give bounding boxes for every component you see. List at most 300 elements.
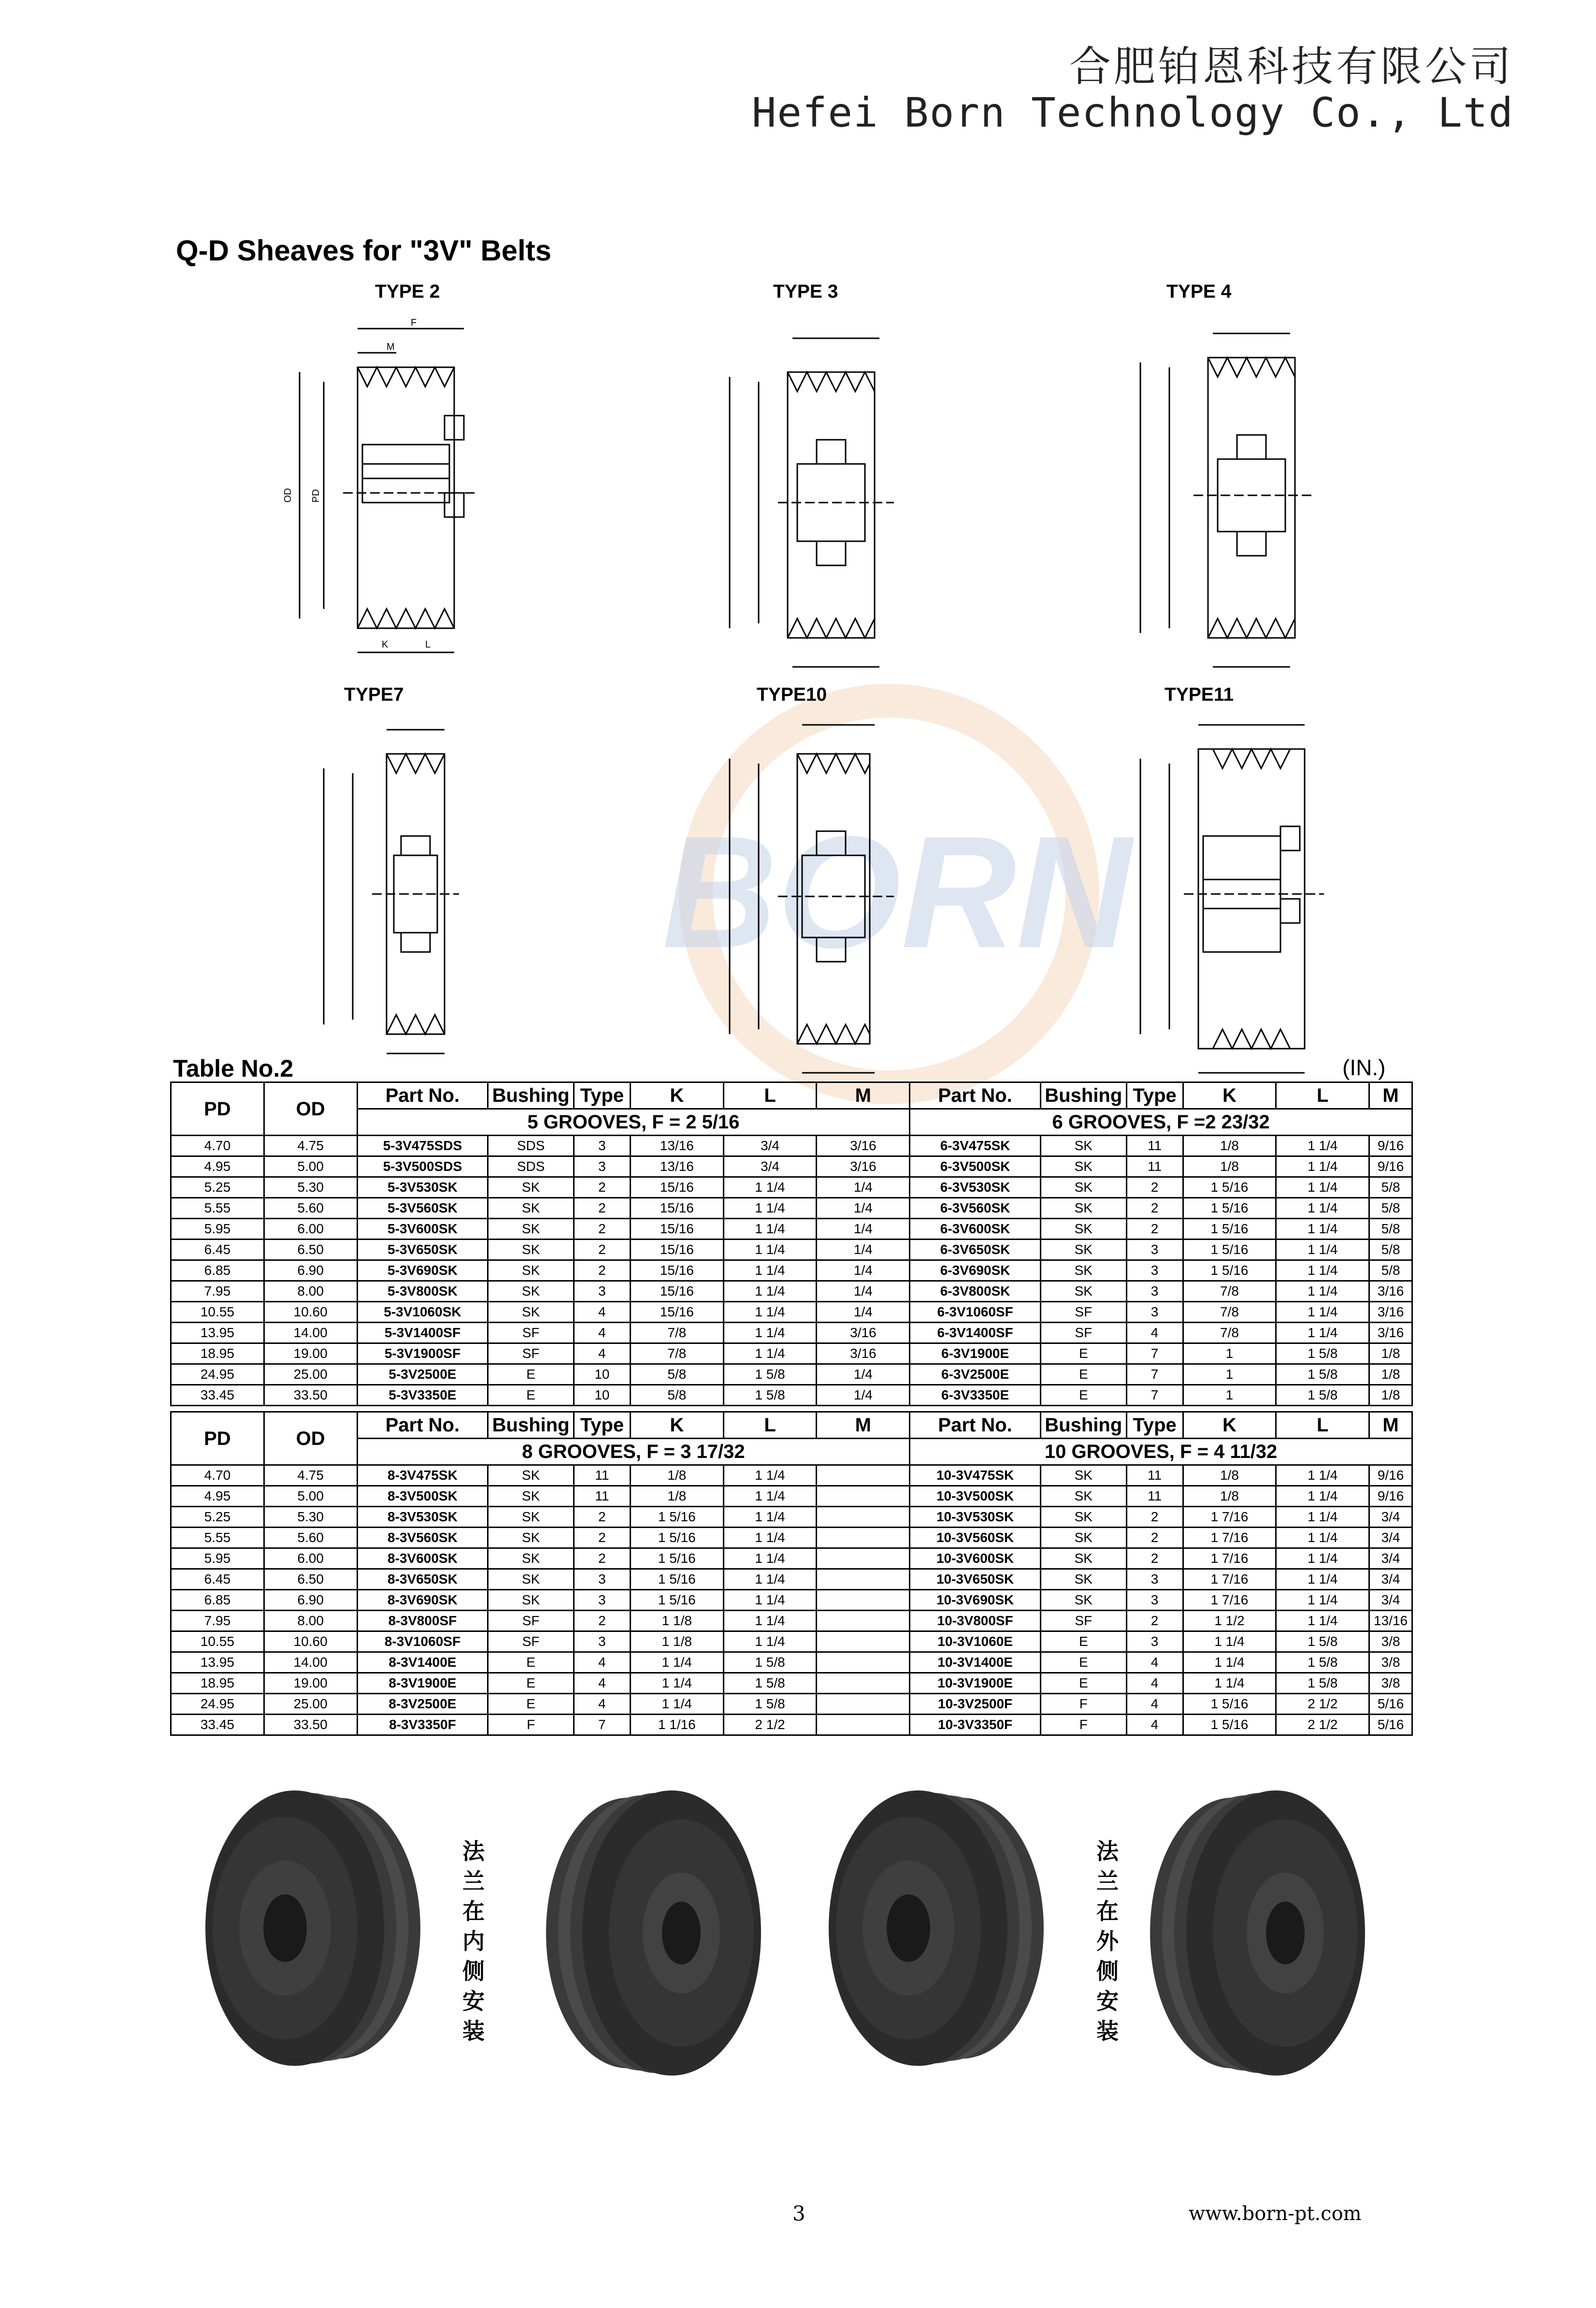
bushing-header: Bushing (1040, 1412, 1126, 1439)
table-cell: 1 1/4 (723, 1323, 817, 1343)
m-header: M (817, 1412, 910, 1439)
table-cell: SK (488, 1281, 574, 1302)
table-cell: 1 1/4 (723, 1631, 817, 1652)
k-header: K (630, 1082, 723, 1109)
table-cell: 8.00 (264, 1611, 357, 1631)
table-cell: SDS (488, 1136, 574, 1156)
table-cell: SK (488, 1569, 574, 1590)
type-label-10: TYPE10 (757, 684, 827, 705)
table-cell: 1 1/4 (630, 1673, 723, 1694)
m-header: M (1369, 1412, 1412, 1439)
table-cell: 19.00 (264, 1673, 357, 1694)
table-cell: 6.00 (264, 1219, 357, 1240)
page-title: Q-D Sheaves for "3V" Belts (176, 234, 552, 267)
table-cell: 2 (574, 1219, 630, 1240)
table-cell: 1 5/8 (723, 1652, 817, 1673)
table-cell: SF (488, 1323, 574, 1343)
table-cell: 7.95 (171, 1281, 264, 1302)
table-cell: 2 (1126, 1548, 1183, 1569)
company-name-cn: 合肥铂恩科技有限公司 (1069, 43, 1514, 91)
table-cell: 8-3V800SF (357, 1611, 488, 1631)
sheave-photo-1 (193, 1783, 435, 2073)
table-cell: 1 1/4 (723, 1219, 817, 1240)
table-cell: 13.95 (171, 1652, 264, 1673)
table-cell: 5-3V500SDS (357, 1156, 488, 1177)
table-cell: 14.00 (264, 1323, 357, 1343)
table-row (171, 1281, 1412, 1302)
sheave-photo-3 (817, 1783, 1058, 2073)
table-cell: SK (1040, 1507, 1126, 1528)
table-row (171, 1694, 1412, 1715)
section-title-left: 5 GROOVES, F = 2 5/16 (357, 1109, 910, 1136)
table-cell: 3 (1126, 1569, 1183, 1590)
table-cell: 10-3V600SK (910, 1548, 1041, 1569)
table-cell: 1 1/4 (1276, 1198, 1369, 1219)
table-row (171, 1652, 1412, 1673)
spec-table-8-10-grooves (170, 1411, 1413, 1736)
type-2-drawing (271, 319, 503, 657)
table-cell: 33.45 (171, 1715, 264, 1735)
table-cell: 6.50 (264, 1240, 357, 1260)
table-cell: 5-3V3350E (357, 1385, 488, 1406)
table-cell: 10.55 (171, 1302, 264, 1323)
table-cell: 3 (1126, 1240, 1183, 1260)
table-cell: 7.95 (171, 1611, 264, 1631)
table-cell: 1 1/4 (630, 1694, 723, 1715)
table-cell: 8-3V2500E (357, 1694, 488, 1715)
table-cell: 3 (574, 1156, 630, 1177)
table-cell: 1/8 (1369, 1385, 1412, 1406)
sheave-photo-2 (522, 1783, 792, 2092)
table-cell: 9/16 (1369, 1136, 1412, 1156)
table-cell: E (1040, 1385, 1126, 1406)
table-cell: 1 7/16 (1183, 1548, 1276, 1569)
table-cell: 4 (574, 1343, 630, 1364)
table-cell: 1/8 (1369, 1343, 1412, 1364)
table-cell: 13/16 (630, 1156, 723, 1177)
table-cell: F (488, 1715, 574, 1735)
table-cell: 3/16 (817, 1343, 910, 1364)
table-cell: 5-3V2500E (357, 1364, 488, 1385)
table-cell: 11 (574, 1465, 630, 1486)
table-cell: 4 (574, 1694, 630, 1715)
table-cell: 2 (1126, 1611, 1183, 1631)
table-cell: 6.00 (264, 1548, 357, 1569)
table-cell: 4 (1126, 1323, 1183, 1343)
table-cell: 25.00 (264, 1364, 357, 1385)
table-cell: 8-3V475SK (357, 1465, 488, 1486)
table-cell: 3/16 (817, 1136, 910, 1156)
table-cell: 1 1/4 (723, 1465, 817, 1486)
table-cell (817, 1631, 910, 1652)
table-cell: 7/8 (1183, 1302, 1276, 1323)
table-unit: (IN.) (1342, 1055, 1386, 1080)
table-row (171, 1548, 1412, 1569)
table-cell: 11 (574, 1486, 630, 1507)
table-cell: 1 7/16 (1183, 1528, 1276, 1548)
table-cell: 5/8 (1369, 1198, 1412, 1219)
table-cell: 1 1/4 (1276, 1590, 1369, 1611)
table-cell: 13/16 (1369, 1611, 1412, 1631)
spec-table-body-1 (171, 1082, 1412, 1406)
table-cell: 10-3V560SK (910, 1528, 1041, 1548)
table-row (171, 1507, 1412, 1528)
company-name-en: Hefei Born Technology Co., Ltd (751, 89, 1514, 136)
table-cell: 5.55 (171, 1528, 264, 1548)
table-cell: E (488, 1652, 574, 1673)
table-row (171, 1528, 1412, 1548)
pd-label: PD (311, 489, 321, 503)
table-cell: 6.50 (264, 1569, 357, 1590)
spec-table-body-2 (171, 1412, 1412, 1735)
table-cell: 5-3V600SK (357, 1219, 488, 1240)
table-cell (817, 1652, 910, 1673)
k-header: K (630, 1412, 723, 1439)
table-cell: 3/4 (1369, 1507, 1412, 1528)
table-cell: 5/8 (630, 1364, 723, 1385)
table-cell: 1 7/16 (1183, 1507, 1276, 1528)
table-cell: 1 5/8 (1276, 1673, 1369, 1694)
table-cell: 3/16 (817, 1156, 910, 1177)
table-cell: 10.60 (264, 1631, 357, 1652)
table-cell: 1 1/2 (1183, 1611, 1276, 1631)
table-cell: 4.75 (264, 1465, 357, 1486)
table-cell: 4 (1126, 1673, 1183, 1694)
table-cell: 3/4 (723, 1136, 817, 1156)
table-cell (817, 1590, 910, 1611)
table-cell: 4.70 (171, 1136, 264, 1156)
table-cell: E (1040, 1364, 1126, 1385)
table-cell: SF (1040, 1302, 1126, 1323)
l-header: L (1276, 1082, 1369, 1109)
table-cell: 1 1/4 (1276, 1177, 1369, 1198)
table-cell: 10-3V690SK (910, 1590, 1041, 1611)
k-label: K (382, 639, 388, 650)
table-cell: 2 1/2 (1276, 1715, 1369, 1735)
od-label: OD (283, 488, 293, 503)
table-cell: 3/8 (1369, 1652, 1412, 1673)
table-cell: 6-3V800SK (910, 1281, 1041, 1302)
table-cell: SK (1040, 1198, 1126, 1219)
table-cell: 1 1/4 (1276, 1260, 1369, 1281)
spec-table-5-6-grooves (170, 1082, 1413, 1406)
section-title-row (171, 1109, 1412, 1136)
table-cell: 2 1/2 (1276, 1694, 1369, 1715)
table-cell (817, 1528, 910, 1548)
table-cell (817, 1694, 910, 1715)
table-header-row (171, 1412, 1412, 1439)
m-label: M (387, 342, 395, 352)
table-cell: F (1040, 1715, 1126, 1735)
table-cell: 1 5/8 (1276, 1652, 1369, 1673)
type-header: Type (1126, 1412, 1183, 1439)
table-cell: 18.95 (171, 1673, 264, 1694)
table-cell: 2 (574, 1507, 630, 1528)
table-cell: 1/8 (1183, 1136, 1276, 1156)
table-cell: 1 1/4 (723, 1548, 817, 1569)
table-cell: 7 (1126, 1364, 1183, 1385)
table-cell: 6.90 (264, 1260, 357, 1281)
table-cell: 4.95 (171, 1156, 264, 1177)
table-cell: 1/8 (630, 1486, 723, 1507)
type-header: Type (574, 1412, 630, 1439)
bushing-header: Bushing (1040, 1082, 1126, 1109)
table-cell: 4 (1126, 1715, 1183, 1735)
table-cell: 6-3V560SK (910, 1198, 1041, 1219)
table-cell: 1 1/4 (723, 1198, 817, 1219)
table-cell: 5-3V530SK (357, 1177, 488, 1198)
table-row (171, 1156, 1412, 1177)
table-cell: 2 (574, 1611, 630, 1631)
table-cell: SF (488, 1631, 574, 1652)
table-cell: 4 (574, 1302, 630, 1323)
type-label-7: TYPE7 (344, 684, 404, 705)
table-cell: 5/8 (1369, 1177, 1412, 1198)
table-cell: 1 5/8 (723, 1673, 817, 1694)
table-cell: 14.00 (264, 1652, 357, 1673)
table-cell: 1/8 (1183, 1465, 1276, 1486)
table-cell: 5.95 (171, 1219, 264, 1240)
table-cell: 1 5/16 (1183, 1694, 1276, 1715)
table-cell: SF (488, 1343, 574, 1364)
caption-flange-outside: 法兰在外侧安装 (1096, 1838, 1119, 2044)
table-cell: 11 (1126, 1486, 1183, 1507)
table-cell: 10-3V1060E (910, 1631, 1041, 1652)
table-cell: 8-3V1400E (357, 1652, 488, 1673)
table-cell: 5-3V1400SF (357, 1323, 488, 1343)
table-cell: 33.50 (264, 1715, 357, 1735)
table-cell: E (1040, 1343, 1126, 1364)
table-cell: 2 (1126, 1177, 1183, 1198)
table-cell: 5-3V475SDS (357, 1136, 488, 1156)
section-title-right: 10 GROOVES, F = 4 11/32 (910, 1439, 1412, 1465)
table-cell: SK (1040, 1260, 1126, 1281)
table-cell: 6-3V530SK (910, 1177, 1041, 1198)
table-cell: 4.75 (264, 1136, 357, 1156)
table-cell: SDS (488, 1156, 574, 1177)
table-cell: 19.00 (264, 1343, 357, 1364)
table-cell: 5-3V1900SF (357, 1343, 488, 1364)
table-cell: 3 (1126, 1302, 1183, 1323)
table-cell: SK (1040, 1219, 1126, 1240)
table-cell: 8-3V690SK (357, 1590, 488, 1611)
part-no-header: Part No. (357, 1412, 488, 1439)
type-3-drawing (710, 319, 923, 677)
table-cell: 4 (574, 1323, 630, 1343)
table-cell: 10-3V2500F (910, 1694, 1041, 1715)
table-cell: 10-3V1400E (910, 1652, 1041, 1673)
table-cell: 6-3V600SK (910, 1219, 1041, 1240)
table-cell: 13.95 (171, 1323, 264, 1343)
pd-header: PD (171, 1082, 264, 1136)
table-row (171, 1486, 1412, 1507)
page-number: 3 (792, 2202, 805, 2225)
table-cell: 1/8 (630, 1465, 723, 1486)
table-cell: 3/4 (723, 1156, 817, 1177)
table-cell: 7/8 (1183, 1323, 1276, 1343)
table-cell: SF (1040, 1323, 1126, 1343)
table-cell: 10.55 (171, 1631, 264, 1652)
table-cell: 5.95 (171, 1548, 264, 1569)
table-cell: 1 1/4 (1276, 1486, 1369, 1507)
table-cell: SK (488, 1590, 574, 1611)
table-cell: 1/8 (1369, 1364, 1412, 1385)
table-cell: SK (1040, 1590, 1126, 1611)
table-cell: 1 5/16 (630, 1590, 723, 1611)
table-cell: 3/8 (1369, 1631, 1412, 1652)
table-cell: E (488, 1673, 574, 1694)
table-cell: 15/16 (630, 1219, 723, 1240)
table-row (171, 1198, 1412, 1219)
table-cell: 1/8 (1183, 1486, 1276, 1507)
table-cell: 2 (1126, 1528, 1183, 1548)
table-cell: 1 5/8 (723, 1694, 817, 1715)
od-header: OD (264, 1082, 357, 1136)
table-cell: 7 (1126, 1385, 1183, 1406)
table-cell: 1 1/4 (1276, 1219, 1369, 1240)
table-cell: 2 1/2 (723, 1715, 817, 1735)
table-cell: 10-3V1900E (910, 1673, 1041, 1694)
table-cell: 3/16 (1369, 1323, 1412, 1343)
table-cell: 15/16 (630, 1177, 723, 1198)
table-cell: 1 1/4 (723, 1302, 817, 1323)
bushing-header: Bushing (488, 1082, 574, 1109)
table-cell: 1/4 (817, 1385, 910, 1406)
table-cell (817, 1465, 910, 1486)
table-cell: E (1040, 1652, 1126, 1673)
f-label: F (411, 319, 417, 328)
table-cell: 1 1/4 (723, 1611, 817, 1631)
table-row (171, 1715, 1412, 1735)
type-label-4: TYPE 4 (1166, 281, 1232, 302)
table-row (171, 1302, 1412, 1323)
table-cell: 1 1/4 (1276, 1548, 1369, 1569)
table-cell: 1 1/4 (1183, 1652, 1276, 1673)
table-cell: 1 5/8 (1276, 1364, 1369, 1385)
table-cell: 3/4 (1369, 1569, 1412, 1590)
table-cell: 1 1/4 (723, 1569, 817, 1590)
table-cell: 15/16 (630, 1260, 723, 1281)
table-cell: 1 5/16 (1183, 1715, 1276, 1735)
part-no-header: Part No. (357, 1082, 488, 1109)
table-cell: 5.60 (264, 1198, 357, 1219)
table-cell: 1 5/16 (630, 1548, 723, 1569)
sheave-photo-4 (1126, 1783, 1396, 2092)
pd-header: PD (171, 1412, 264, 1465)
table-cell: 3 (1126, 1260, 1183, 1281)
table-cell: 1 1/4 (723, 1528, 817, 1548)
table-cell: 5/8 (1369, 1240, 1412, 1260)
table-cell: 8-3V650SK (357, 1569, 488, 1590)
table-cell (817, 1715, 910, 1735)
part-no-header: Part No. (910, 1082, 1041, 1109)
table-cell: 1 (1183, 1364, 1276, 1385)
table-cell: 1 5/8 (1276, 1343, 1369, 1364)
table-cell: SK (1040, 1240, 1126, 1260)
table-cell: E (1040, 1631, 1126, 1652)
table-cell: 6-3V2500E (910, 1364, 1041, 1385)
watermark-text: BORN (662, 803, 1132, 981)
table-cell: 3 (574, 1281, 630, 1302)
table-cell: SK (1040, 1465, 1126, 1486)
table-cell: 6.45 (171, 1240, 264, 1260)
table-cell: 1 1/4 (723, 1343, 817, 1364)
table-cell: 3/4 (1369, 1590, 1412, 1611)
table-cell: 3/8 (1369, 1673, 1412, 1694)
m-header: M (1369, 1082, 1412, 1109)
m-header: M (817, 1082, 910, 1109)
table-cell: 2 (574, 1240, 630, 1260)
table-cell: 7/8 (1183, 1281, 1276, 1302)
table-cell (817, 1507, 910, 1528)
table-cell: 10-3V475SK (910, 1465, 1041, 1486)
table-cell: 1 1/4 (1183, 1631, 1276, 1652)
website-url: www.born-pt.com (1189, 2203, 1362, 2225)
table-cell: 2 (574, 1260, 630, 1281)
table-row (171, 1323, 1412, 1343)
bushing-header: Bushing (488, 1412, 574, 1439)
table-row (171, 1177, 1412, 1198)
table-cell: 6-3V650SK (910, 1240, 1041, 1260)
table-cell: SK (488, 1302, 574, 1323)
table-cell: 25.00 (264, 1694, 357, 1715)
table-cell: 10-3V530SK (910, 1507, 1041, 1528)
type-7-drawing (309, 715, 469, 1063)
l-header: L (723, 1412, 817, 1439)
table-cell (817, 1548, 910, 1569)
table-cell: 8-3V1060SF (357, 1631, 488, 1652)
table-cell: 33.50 (264, 1385, 357, 1406)
table-cell: 1 1/4 (723, 1281, 817, 1302)
table-cell: SK (488, 1240, 574, 1260)
table-cell: 33.45 (171, 1385, 264, 1406)
od-header: OD (264, 1412, 357, 1465)
table-row (171, 1611, 1412, 1631)
table-cell: 1/4 (817, 1260, 910, 1281)
table-cell: 1 5/16 (1183, 1177, 1276, 1198)
table-cell: 1 1/4 (1276, 1465, 1369, 1486)
table-cell: 1 1/4 (1276, 1156, 1369, 1177)
table-cell: 5.30 (264, 1507, 357, 1528)
table-row (171, 1364, 1412, 1385)
table-cell: 6-3V1400SF (910, 1323, 1041, 1343)
table-cell: 4 (1126, 1652, 1183, 1673)
table-cell: E (488, 1694, 574, 1715)
table-cell: 2 (574, 1198, 630, 1219)
table-cell: 15/16 (630, 1281, 723, 1302)
table-cell: 3 (1126, 1590, 1183, 1611)
table-cell: 5.30 (264, 1177, 357, 1198)
table-cell: SK (1040, 1548, 1126, 1569)
table-cell: 10.60 (264, 1302, 357, 1323)
table-cell: 5-3V690SK (357, 1260, 488, 1281)
table-cell: 9/16 (1369, 1465, 1412, 1486)
l-header: L (723, 1082, 817, 1109)
l-label: L (425, 639, 431, 650)
table-cell: 7 (1126, 1343, 1183, 1364)
table-cell: 5.25 (171, 1177, 264, 1198)
table-cell: 7/8 (630, 1323, 723, 1343)
table-cell: 1 5/16 (1183, 1260, 1276, 1281)
table-cell: 5/8 (630, 1385, 723, 1406)
table-row (171, 1385, 1412, 1406)
table-cell: 3/4 (1369, 1528, 1412, 1548)
table-cell: 5/16 (1369, 1694, 1412, 1715)
table-row (171, 1631, 1412, 1652)
table-cell: 5-3V650SK (357, 1240, 488, 1260)
table-cell: 1/8 (1183, 1156, 1276, 1177)
table-cell: 1 (1183, 1343, 1276, 1364)
